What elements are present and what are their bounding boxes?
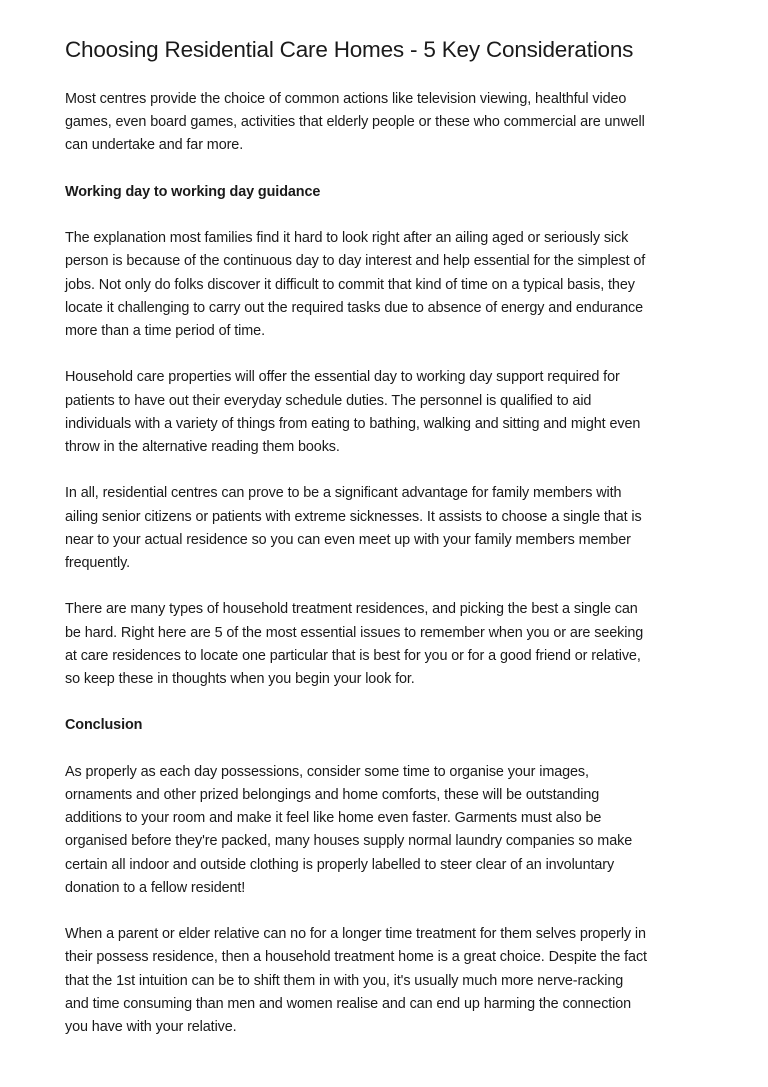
paragraph	[65, 482, 728, 575]
text-line: Most centres provide the choice of common actions like television viewing, healthful video	[65, 91, 627, 107]
text-line: their possess residence, then a household treatment home is a great choice. Despite the fact	[65, 949, 647, 966]
paragraph	[65, 761, 728, 900]
text-line: at care residences to locate one particular that is best for you or for a good friend or relative,	[65, 647, 641, 664]
paragraph	[65, 366, 728, 459]
text-line: jobs. Not only do folks discover it difficult to commit that kind of time on a typical basis, they	[65, 276, 635, 293]
section-heading	[65, 714, 728, 737]
text-line: The explanation most families find it hard to look right after an ailing aged or seriously sick	[65, 230, 629, 247]
text-line: throw in the alternative reading them books.	[65, 439, 340, 455]
text-line: frequently.	[65, 555, 131, 571]
text-line: Working day to working day guidance	[65, 183, 321, 200]
text-line: individuals with a variety of things from eating to bathing, walking and sitting and might even	[65, 415, 641, 432]
text-line: can undertake and far more.	[65, 137, 244, 154]
paragraph	[65, 227, 728, 343]
text-line: more than a time period of time.	[65, 323, 265, 339]
document-body	[65, 88, 728, 1039]
text-line: ornaments and other prized belongings and home comforts, these will be outstanding	[65, 786, 600, 803]
document-title: Choosing Residential Care Homes - 5 Key Considerations	[65, 37, 634, 62]
text-line: and time consuming than men and women realise and can end up harming the connection	[65, 995, 632, 1012]
text-line: person is because of the continuous day to day interest and help essential for the simplest of	[65, 253, 646, 270]
paragraph	[65, 88, 728, 158]
text-line: be hard. Right here are 5 of the most essential issues to remember when you or are seeking	[65, 624, 644, 641]
text-line: In all, residential centres can prove to be a significant advantage for family members with	[65, 485, 622, 502]
text-line: so keep these in thoughts when you begin your look for.	[65, 671, 415, 687]
text-line: Household care properties will offer the essential day to working day support required for	[65, 369, 620, 386]
text-line: ailing senior citizens or patients with extreme sicknesses. It assists to choose a single that is	[65, 508, 642, 525]
text-line: you have with your relative.	[65, 1019, 237, 1035]
text-line: donation to a fellow resident!	[65, 879, 246, 896]
document-page	[65, 34, 728, 1062]
section-heading	[65, 181, 728, 204]
text-line: organised before they're packed, many houses supply normal laundry companies so make	[65, 833, 633, 850]
text-line: certain all indoor and outside clothing is properly labelled to steer clear of an involuntary	[65, 856, 615, 873]
text-line: When a parent or elder relative can no for a longer time treatment for them selves properly in	[65, 926, 646, 943]
text-line: patients to have out their everyday schedule duties. The personnel is qualified to aid	[65, 392, 592, 409]
paragraph	[65, 923, 728, 1039]
paragraph	[65, 598, 728, 691]
text-line: There are many types of household treatment residences, and picking the best a single can	[65, 601, 638, 618]
text-line: locate it challenging to carry out the required tasks due to absence of energy and endurance	[65, 299, 643, 316]
text-line: additions to your room and make it feel like home even faster. Garments must also be	[65, 810, 602, 827]
text-line: games, even board games, activities that elderly people or these who commercial are unwell	[65, 114, 645, 131]
text-line: As properly as each day possessions, consider some time to organise your images,	[65, 763, 589, 780]
text-line: Conclusion	[65, 717, 143, 734]
text-line: that the 1st intuition can be to shift them in with you, it's usually much more nerve-racking	[65, 972, 624, 989]
text-line: near to your actual residence so you can even meet up with your family members member	[65, 531, 631, 548]
